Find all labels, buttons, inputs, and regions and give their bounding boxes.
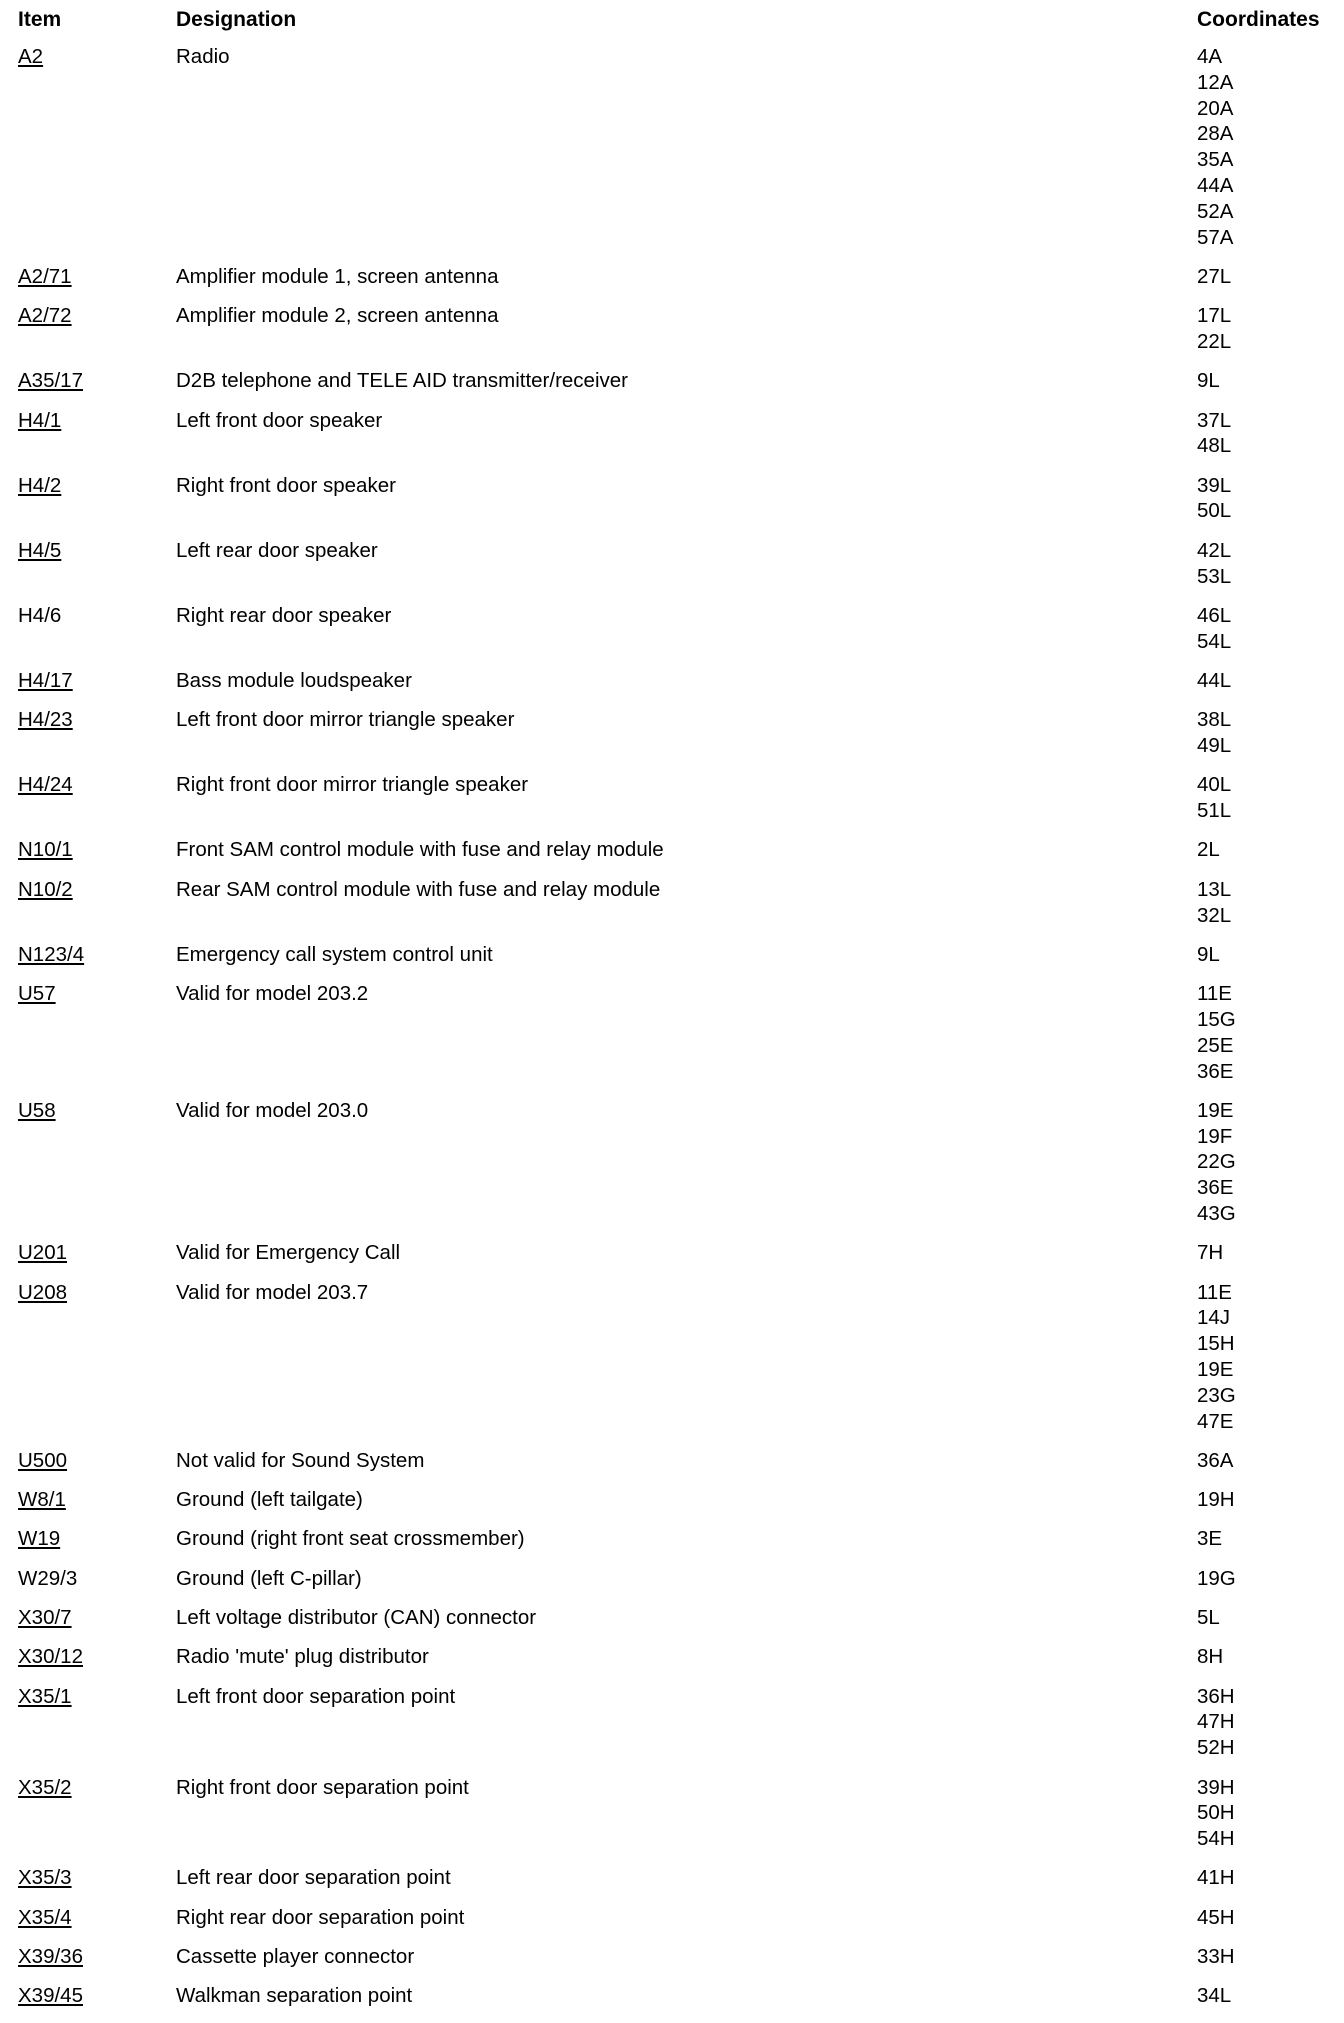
table-row: [0, 1905, 1344, 1944]
designation-text: Valid for model 203.7: [176, 1280, 369, 1304]
coordinate-value: 47E: [1197, 1409, 1234, 1433]
designation-text: Right front door mirror triangle speaker: [176, 773, 529, 797]
coordinates-list: [1197, 1944, 1344, 1970]
item-link[interactable]: U500: [18, 1448, 68, 1472]
coordinates-list: [1197, 668, 1344, 694]
designation-text: Ground (left tailgate): [176, 1488, 363, 1512]
coordinates-list: [1197, 1775, 1344, 1852]
designation-text: Ground (left C-pillar): [176, 1566, 362, 1590]
item-link[interactable]: H4/1: [18, 408, 62, 432]
coordinates-list: [1197, 1240, 1344, 1266]
coordinate-value: 36H: [1197, 1684, 1235, 1708]
item-link[interactable]: N123/4: [18, 942, 85, 966]
table-row: [0, 1280, 1344, 1448]
coordinate-value: 40L: [1197, 773, 1232, 797]
coordinates-list: [1197, 1983, 1344, 2009]
table-row: [0, 1944, 1344, 1983]
table-row: [0, 1775, 1344, 1866]
table-row: [0, 303, 1344, 368]
coordinate-value: 32L: [1197, 903, 1232, 927]
coordinate-value: 27L: [1197, 264, 1232, 288]
component-table: [0, 44, 1344, 2023]
table-row: [0, 1098, 1344, 1240]
coordinate-value: 44L: [1197, 668, 1232, 692]
item-link[interactable]: H4/24: [18, 773, 73, 797]
coordinates-list: [1197, 1605, 1344, 1631]
coordinate-value: 52A: [1197, 199, 1234, 223]
coordinate-value: 11E: [1197, 1280, 1232, 1304]
coordinate-value: 19F: [1197, 1124, 1233, 1148]
designation-text: Rear SAM control module with fuse and relay module: [176, 877, 661, 901]
designation-text: Ground (right front seat crossmember): [176, 1527, 525, 1551]
designation-text: Right rear door separation point: [176, 1905, 465, 1929]
coordinate-value: 3E: [1197, 1527, 1223, 1551]
item-link[interactable]: X35/1: [18, 1684, 72, 1708]
item-link[interactable]: X39/36: [18, 1945, 83, 1969]
item-link[interactable]: X35/3: [18, 1866, 72, 1890]
designation-text: Left front door speaker: [176, 408, 383, 432]
designation-text: Left rear door separation point: [176, 1866, 451, 1890]
item-link[interactable]: U201: [18, 1241, 68, 1265]
designation-text: Left rear door speaker: [176, 538, 378, 562]
designation-text: Amplifier module 1, screen antenna: [176, 264, 499, 288]
coordinate-value: 28A: [1197, 122, 1234, 146]
coordinate-value: 54H: [1197, 1827, 1235, 1851]
coordinates-list: [1197, 368, 1344, 394]
designation-text: Not valid for Sound System: [176, 1448, 425, 1472]
designation-text: Right rear door speaker: [176, 603, 392, 627]
table-row: [0, 1487, 1344, 1526]
table-row: [0, 1605, 1344, 1644]
designation-text: Walkman separation point: [176, 1984, 413, 2008]
table-row: [0, 1684, 1344, 1775]
coordinate-value: 54L: [1197, 629, 1232, 653]
item-link[interactable]: X30/7: [18, 1606, 72, 1630]
table-row: [0, 408, 1344, 473]
item-link[interactable]: X39/45: [18, 1984, 83, 2008]
coordinates-list: [1197, 603, 1344, 655]
table-row: [0, 473, 1344, 538]
coordinate-value: 14J: [1197, 1306, 1231, 1330]
item-link[interactable]: U57: [18, 982, 56, 1006]
designation-text: Valid for model 203.2: [176, 982, 369, 1006]
item-link[interactable]: H4/2: [18, 473, 62, 497]
designation-text: Left front door mirror triangle speaker: [176, 708, 515, 732]
coordinate-value: 13L: [1197, 877, 1232, 901]
coordinate-value: 20A: [1197, 96, 1234, 120]
coordinate-value: 19E: [1197, 1357, 1234, 1381]
item-link[interactable]: U58: [18, 1098, 56, 1122]
coordinates-list: [1197, 772, 1344, 824]
coordinates-list: [1197, 473, 1344, 525]
coordinate-value: 19G: [1197, 1566, 1236, 1590]
coordinate-value: 39L: [1197, 473, 1232, 497]
coordinate-value: 51L: [1197, 799, 1232, 823]
item-link[interactable]: H4/23: [18, 708, 73, 732]
coordinates-list: [1197, 1448, 1344, 1474]
designation-text: Right front door speaker: [176, 473, 396, 497]
item-label: H4/6: [18, 603, 62, 627]
coordinate-value: 4A: [1197, 45, 1223, 68]
table-row: [0, 603, 1344, 668]
coordinate-value: 23G: [1197, 1383, 1236, 1407]
coordinate-value: 12A: [1197, 70, 1234, 94]
coordinates-list: [1197, 1566, 1344, 1592]
coordinate-value: 9L: [1197, 369, 1220, 393]
coordinate-value: 45H: [1197, 1905, 1235, 1929]
item-link[interactable]: X35/4: [18, 1905, 72, 1929]
coordinate-value: 15G: [1197, 1007, 1236, 1031]
coordinate-value: 47H: [1197, 1710, 1235, 1734]
table-row: [0, 368, 1344, 407]
coordinate-value: 42L: [1197, 538, 1232, 562]
table-row: [0, 942, 1344, 981]
item-link[interactable]: W8/1: [18, 1488, 66, 1512]
coordinate-value: 19E: [1197, 1098, 1234, 1122]
item-link[interactable]: N10/1: [18, 838, 73, 862]
coordinate-value: 15H: [1197, 1332, 1235, 1356]
coordinate-value: 22G: [1197, 1150, 1236, 1174]
coordinates-list: [1197, 408, 1344, 460]
coordinates-list: [1197, 707, 1344, 759]
item-link[interactable]: A2/71: [18, 264, 72, 288]
table-row: [0, 1566, 1344, 1605]
coordinates-list: [1197, 1644, 1344, 1670]
header-item: Item: [18, 8, 62, 31]
table-row: [0, 1448, 1344, 1487]
designation-text: Valid for Emergency Call: [176, 1241, 401, 1265]
coordinate-value: 49L: [1197, 734, 1232, 758]
item-link[interactable]: U208: [18, 1280, 68, 1304]
header-designation: Designation: [176, 8, 297, 31]
coordinate-value: 41H: [1197, 1866, 1235, 1890]
coordinates-list: [1197, 303, 1344, 355]
coordinates-list: [1197, 1526, 1344, 1552]
coordinate-value: 39H: [1197, 1775, 1235, 1799]
coordinate-value: 53L: [1197, 564, 1232, 588]
item-label: W29/3: [18, 1566, 78, 1590]
item-link[interactable]: H4/17: [18, 668, 73, 692]
coordinates-list: [1197, 1487, 1344, 1513]
designation-text: Left voltage distributor (CAN) connector: [176, 1606, 537, 1630]
coordinates-list: [1197, 1905, 1344, 1931]
coordinate-value: 37L: [1197, 408, 1232, 432]
coordinate-value: 11E: [1197, 982, 1232, 1006]
item-link[interactable]: X30/12: [18, 1645, 83, 1669]
designation-text: Cassette player connector: [176, 1945, 415, 1969]
coordinate-value: 7H: [1197, 1241, 1224, 1265]
item-link[interactable]: A35/17: [18, 369, 83, 393]
designation-text: Radio 'mute' plug distributor: [176, 1645, 429, 1669]
coordinate-value: 9L: [1197, 942, 1220, 966]
coordinate-value: 57A: [1197, 225, 1234, 249]
coordinate-value: 25E: [1197, 1033, 1234, 1057]
coordinate-value: 52H: [1197, 1736, 1235, 1760]
table-row: [0, 1644, 1344, 1683]
designation-text: Amplifier module 2, screen antenna: [176, 304, 499, 328]
coordinates-list: [1197, 837, 1344, 863]
table-row: [0, 264, 1344, 303]
coordinate-value: 44A: [1197, 173, 1234, 197]
coordinate-value: 8H: [1197, 1645, 1224, 1669]
coordinates-list: [1197, 877, 1344, 929]
header-coordinates: Coordinates: [1197, 8, 1320, 31]
coordinate-value: 50H: [1197, 1801, 1235, 1825]
coordinate-value: 19H: [1197, 1488, 1235, 1512]
item-link[interactable]: A2/72: [18, 304, 72, 328]
designation-text: D2B telephone and TELE AID transmitter/receiver: [176, 369, 628, 393]
coordinate-value: 48L: [1197, 434, 1232, 458]
coordinates-list: [1197, 1684, 1344, 1761]
coordinates-list: [1197, 1280, 1344, 1435]
item-link[interactable]: N10/2: [18, 877, 73, 901]
coordinates-list: [1197, 942, 1344, 968]
coordinate-value: 33H: [1197, 1945, 1235, 1969]
coordinate-value: 35A: [1197, 148, 1234, 172]
designation-text: Left front door separation point: [176, 1684, 456, 1708]
designation-text: Radio: [176, 45, 230, 68]
table-row: [0, 44, 1344, 264]
designation-text: Front SAM control module with fuse and relay module: [176, 838, 664, 862]
designation-text: Valid for model 203.0: [176, 1098, 369, 1122]
table-row: [0, 837, 1344, 876]
table-row: [0, 1865, 1344, 1904]
designation-text: Bass module loudspeaker: [176, 668, 412, 692]
designation-text: Emergency call system control unit: [176, 942, 493, 966]
item-link[interactable]: H4/5: [18, 538, 62, 562]
coordinates-list: [1197, 538, 1344, 590]
coordinate-value: 38L: [1197, 708, 1232, 732]
item-link[interactable]: W19: [18, 1527, 61, 1551]
table-row: [0, 1526, 1344, 1565]
coordinate-value: 36A: [1197, 1448, 1234, 1472]
table-row: [0, 538, 1344, 603]
item-link[interactable]: A2: [18, 45, 44, 68]
table-row: [0, 877, 1344, 942]
coordinate-value: 34L: [1197, 1984, 1232, 2008]
table-row: [0, 1983, 1344, 2022]
coordinate-value: 5L: [1197, 1606, 1220, 1630]
coordinate-value: 46L: [1197, 603, 1232, 627]
coordinate-value: 36E: [1197, 1059, 1234, 1083]
table-row: [0, 772, 1344, 837]
coordinate-value: 36E: [1197, 1176, 1234, 1200]
designation-text: Right front door separation point: [176, 1775, 469, 1799]
item-link[interactable]: X35/2: [18, 1775, 72, 1799]
coordinates-list: [1197, 44, 1344, 250]
coordinates-list: [1197, 1865, 1344, 1891]
table-header: [0, 0, 1344, 34]
coordinates-list: [1197, 981, 1344, 1084]
table-row: [0, 981, 1344, 1098]
coordinates-list: [1197, 264, 1344, 290]
coordinate-value: 43G: [1197, 1201, 1236, 1225]
table-row: [0, 707, 1344, 772]
coordinate-value: 50L: [1197, 499, 1232, 523]
coordinate-value: 2L: [1197, 838, 1220, 862]
table-row: [0, 1240, 1344, 1279]
coordinate-value: 22L: [1197, 329, 1232, 353]
coordinate-value: 17L: [1197, 304, 1232, 328]
table-row: [0, 668, 1344, 707]
coordinates-list: [1197, 1098, 1344, 1227]
